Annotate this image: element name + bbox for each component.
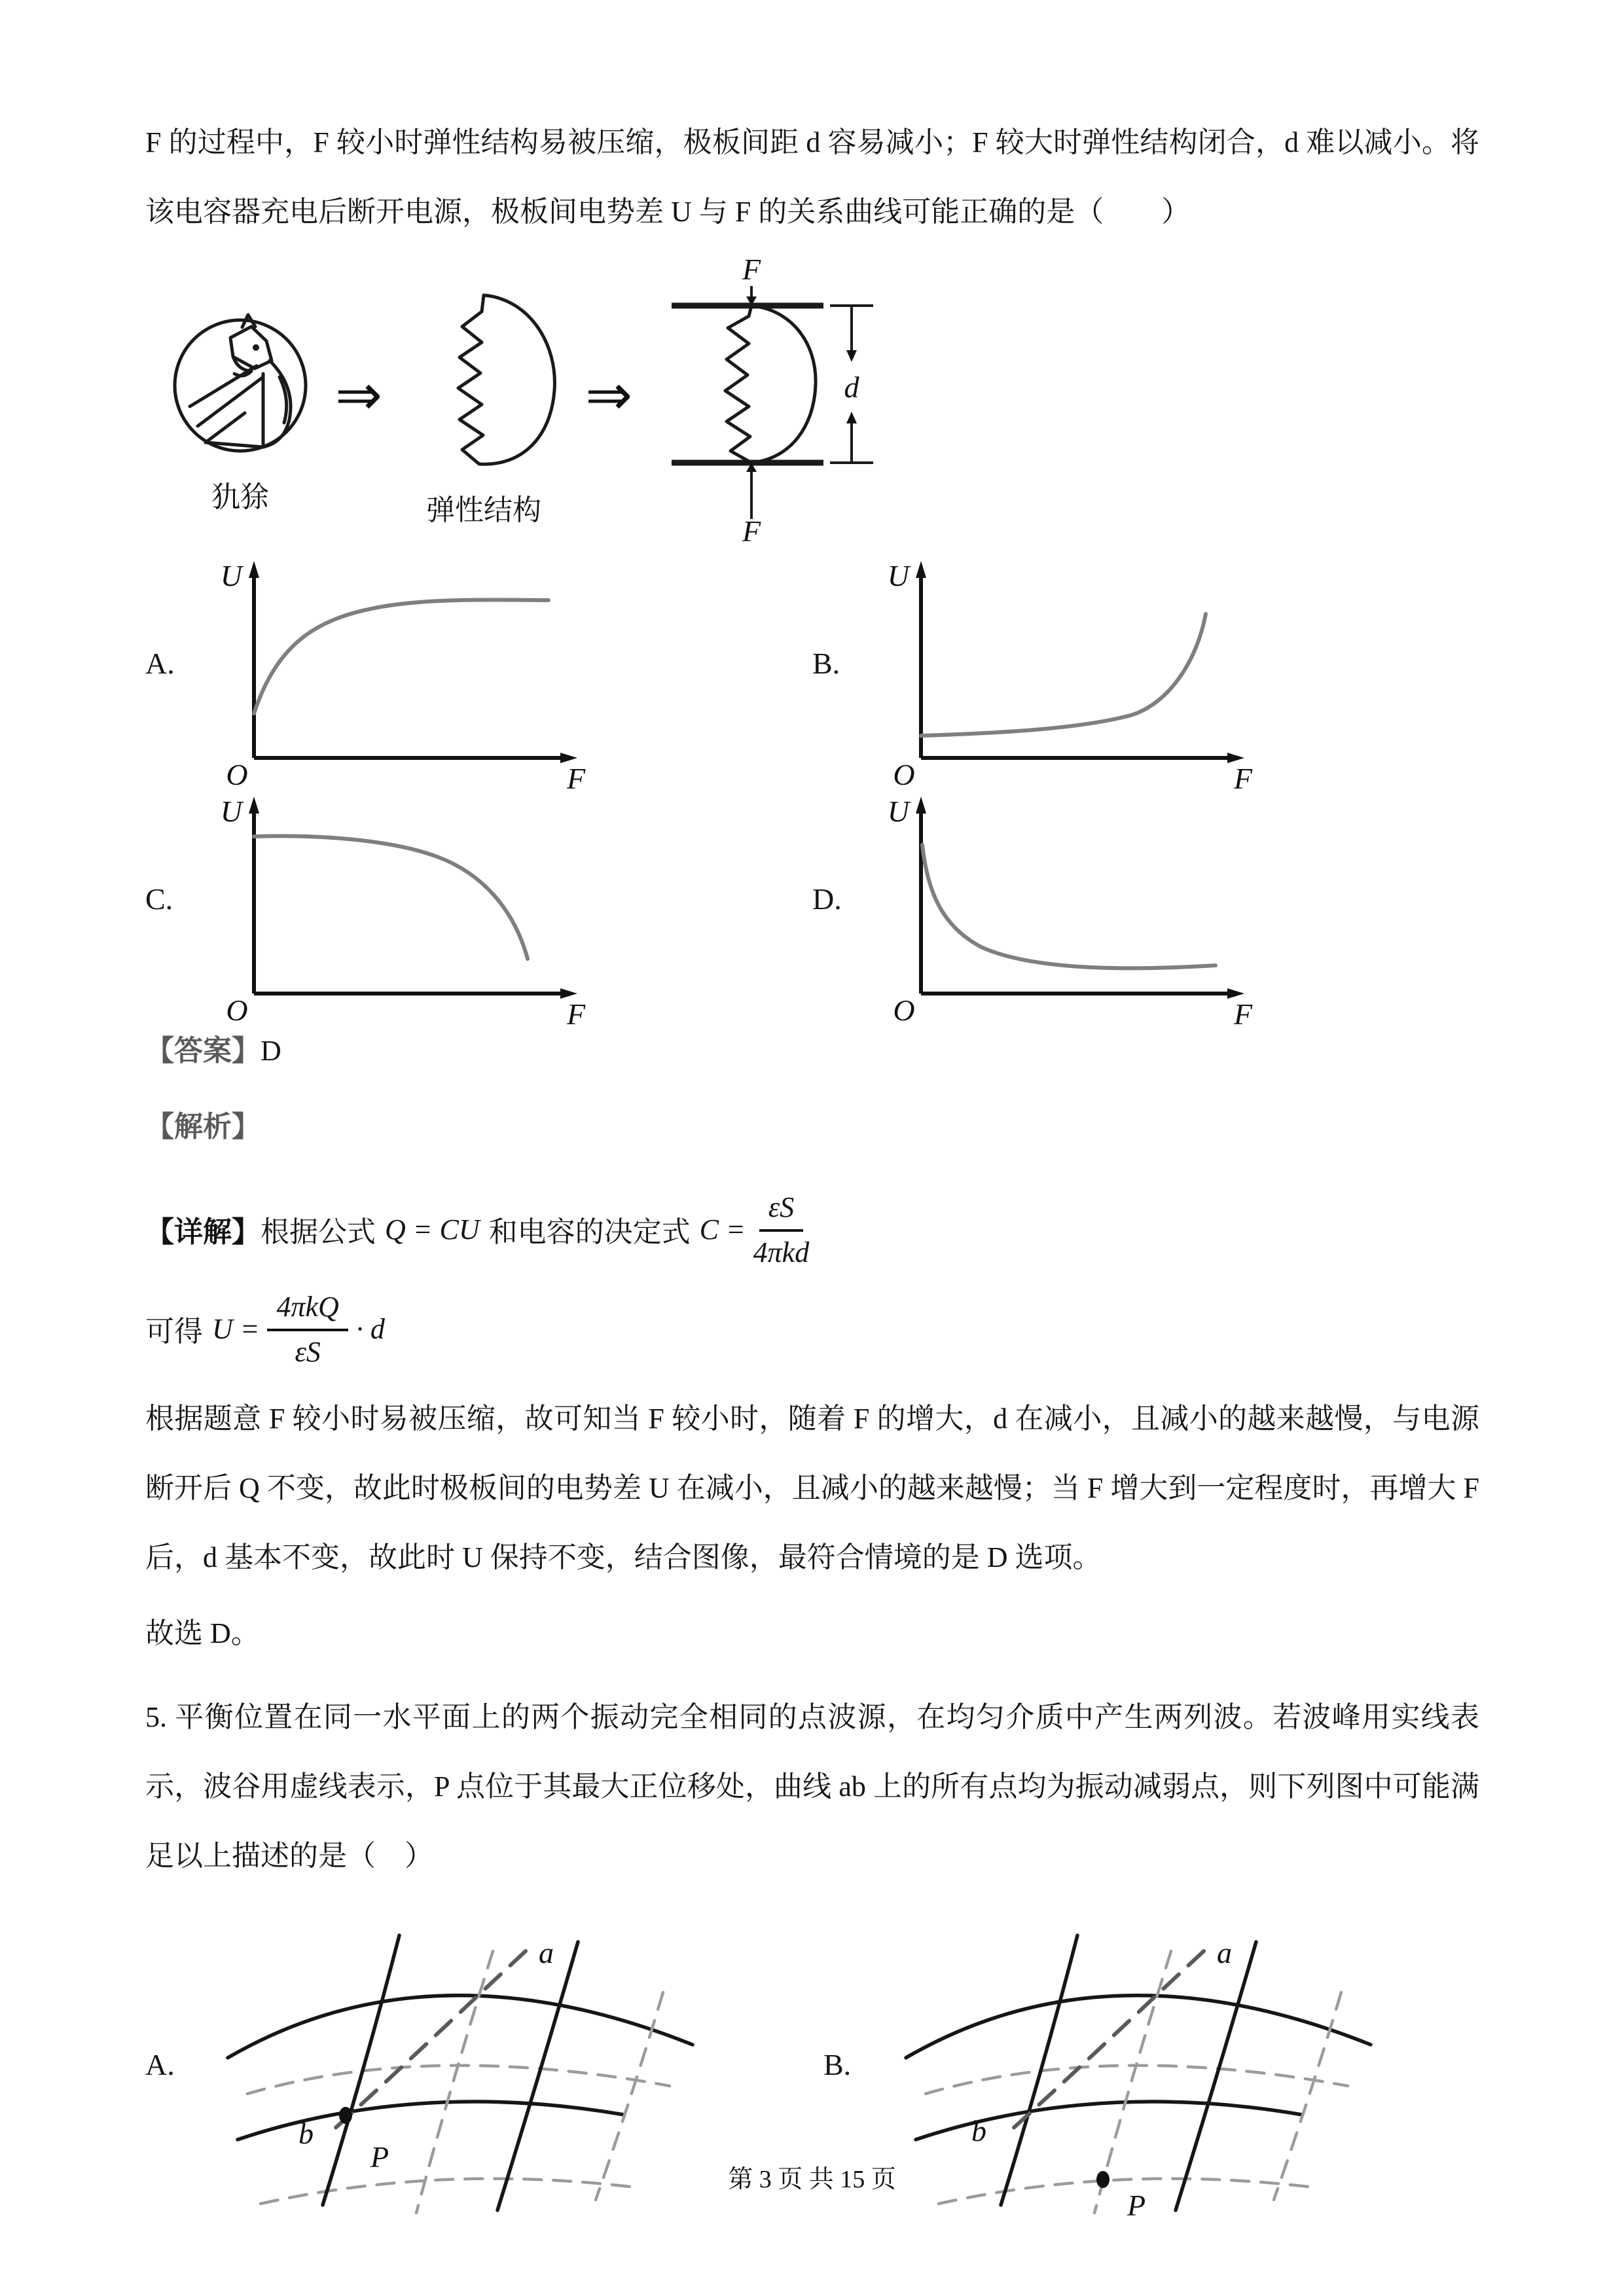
question5-text: 5. 平衡位置在同一水平面上的两个振动完全相同的点波源，在均匀介质中产生两列波。若波峰用实线表示，波谷用虚线表示，P 点位于其最大正位移处，曲线 ab 上的所有点均为振动减弱点，则下列图中可能满足以上描述的是（ ） xyxy=(145,1701,1479,1872)
armadillo-illustration-icon xyxy=(165,269,316,472)
option-d-label: D. xyxy=(812,882,842,916)
option-c xyxy=(145,787,812,1031)
question4-intro: F 的过程中，F 较小时弹性结构易被压缩，极板间距 d 容易减小；F 较大时弹性结构闭合，d 难以减小。将该电容器充电后断开电源，极板间电势差 U 与 F 的关系曲线可能正确的是（ ） xyxy=(145,126,1479,228)
answer-line xyxy=(145,1016,1479,1086)
curve-b-label: b xyxy=(298,2117,314,2150)
x-axis-label: F xyxy=(567,762,586,795)
answer-label: 【答案】 xyxy=(145,1035,261,1067)
fraction-denominator: εS xyxy=(295,1336,321,1368)
force-bottom-label: F xyxy=(742,514,761,548)
derive-post-text: · d xyxy=(355,1312,385,1345)
elastic-structure-figure xyxy=(402,269,566,528)
page-content xyxy=(145,108,1479,2222)
origin-label: O xyxy=(893,994,915,1027)
option-a xyxy=(145,552,812,795)
detail-line xyxy=(145,1188,1479,1270)
fraction-denominator: 4πkd xyxy=(753,1236,810,1268)
y-axis-label: U xyxy=(887,559,909,592)
page-number: 第 3 页 共 15 页 xyxy=(728,2166,896,2193)
capacitance-fraction xyxy=(753,1188,810,1270)
curve-a-label: a xyxy=(1217,1936,1232,1969)
elastic-structure-label: 弹性结构 xyxy=(426,494,542,526)
option-b xyxy=(812,552,1479,795)
conclusion-line: 故选 D。 xyxy=(145,1617,260,1649)
diagram-b-label: B. xyxy=(823,2047,852,2081)
right-arrow-icon: ⇒ xyxy=(335,363,383,428)
option-d xyxy=(812,787,1479,1031)
diagram-a-label: A. xyxy=(145,2047,175,2081)
graph-c xyxy=(208,787,588,1031)
fraction-numerator: εS xyxy=(759,1188,803,1232)
origin-label: O xyxy=(226,994,248,1027)
fraction-numerator: 4πkQ xyxy=(267,1287,348,1331)
question4-options xyxy=(145,552,1479,1031)
x-axis-label: F xyxy=(1234,997,1253,1031)
graph-a xyxy=(208,552,588,795)
point-p-dot xyxy=(339,2107,352,2124)
gap-d-label: d xyxy=(844,370,859,404)
graph-d xyxy=(875,787,1255,1031)
compressed-capacitor-figure xyxy=(652,253,888,548)
x-axis-label: F xyxy=(1234,762,1253,795)
origin-label: O xyxy=(226,758,248,791)
option-b-label: B. xyxy=(812,646,840,680)
detail-body: 根据题意 F 较小时易被压缩，故可知当 F 较小时，随着 F 的增大，d 在减小，且减小的越来越慢，与电源断开后 Q 不变，故此时极板间的电势差 U 在减小，且减小的越来越慢；当 F 增大到一定程度时，再增大 F 后，d 基本不变，故此时 U 保持不变，结合图像，最符合情境的是 D 选项。 xyxy=(145,1403,1479,1573)
graph-b xyxy=(875,552,1255,795)
detail-pre-text: 根据公式 xyxy=(261,1216,376,1248)
detail-mid-text: 和电容的决定式 xyxy=(488,1216,691,1248)
y-axis-label: U xyxy=(220,559,242,592)
analysis-label: 【解析】 xyxy=(145,1111,261,1143)
derive-line xyxy=(145,1287,1479,1370)
curve-a-label: a xyxy=(539,1936,554,1969)
formula-u-lhs: U = xyxy=(212,1312,260,1345)
point-p-label: P xyxy=(370,2140,389,2174)
origin-label: O xyxy=(893,758,915,791)
curve-b-label: b xyxy=(971,2114,986,2147)
answer-value: D xyxy=(261,1035,281,1067)
detail-label: 【详解】 xyxy=(145,1216,261,1248)
right-arrow-icon: ⇒ xyxy=(585,363,633,428)
y-axis-label: U xyxy=(887,795,909,828)
derive-pre-text: 可得 xyxy=(145,1316,203,1348)
elastic-structure-icon xyxy=(402,282,566,485)
question4-figure xyxy=(165,253,1479,548)
armadillo-label: 犰狳 xyxy=(211,481,269,513)
option-a-label: A. xyxy=(145,646,175,680)
x-axis-label: F xyxy=(567,997,586,1031)
force-top-label: F xyxy=(742,253,761,286)
y-axis-label: U xyxy=(220,795,242,828)
formula-c-lhs: C = xyxy=(699,1213,746,1246)
option-c-label: C. xyxy=(145,882,173,916)
armadillo-figure xyxy=(165,269,316,515)
formula-q-cu: Q = CU xyxy=(385,1213,480,1246)
voltage-fraction xyxy=(267,1287,348,1370)
analysis-line xyxy=(145,1092,1479,1162)
point-p-label: P xyxy=(1127,2189,1146,2222)
